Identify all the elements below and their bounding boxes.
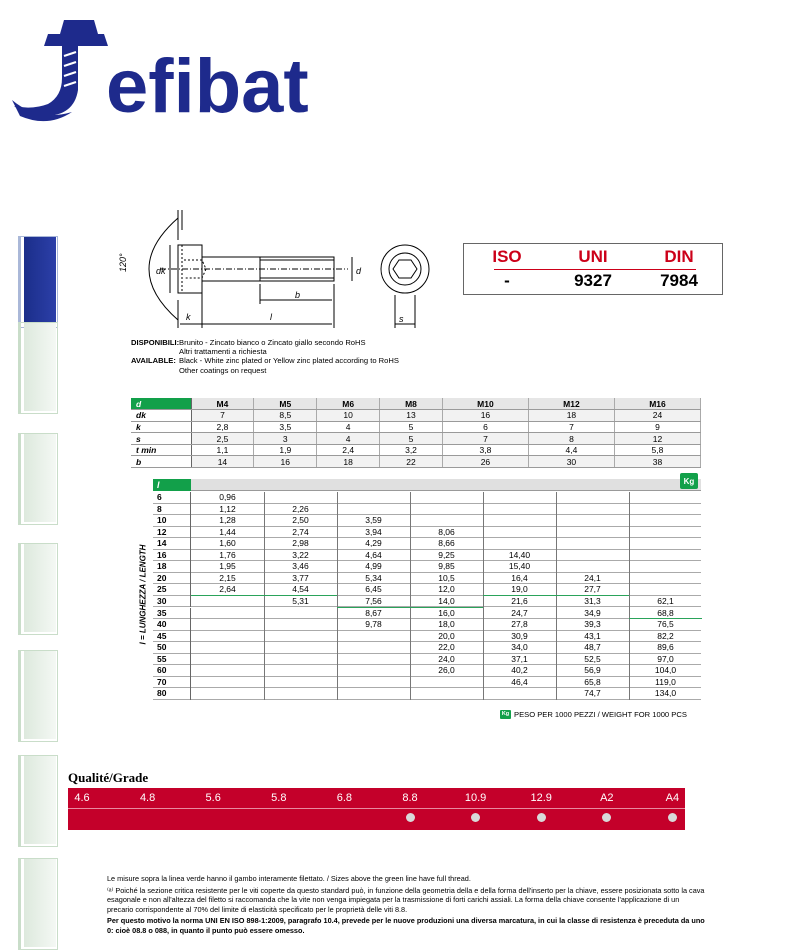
weight-value: 56,9 (584, 665, 601, 676)
dimension-value: 4 (317, 421, 380, 433)
weight-row (153, 688, 701, 700)
weight-value: 82,2 (657, 630, 674, 641)
availability-text (131, 338, 399, 375)
length-label: 6 (153, 492, 191, 504)
weight-value: 1,44 (219, 526, 236, 537)
b-label: b (295, 290, 301, 300)
dimension-value: 3,8 (442, 444, 528, 456)
weight-value: 46,4 (511, 676, 528, 687)
weight-value: 12,0 (438, 584, 455, 595)
weight-value: 20,0 (438, 630, 455, 641)
grade-available-dot (406, 813, 415, 822)
weight-value: 5,31 (292, 595, 309, 606)
weight-value: 21,6 (511, 595, 528, 606)
full-thread-line (264, 595, 337, 596)
weight-value: 39,3 (584, 619, 601, 630)
kg-small-icon: Kg (501, 711, 510, 717)
weight-row (153, 642, 701, 654)
dimension-value: 2,4 (317, 444, 380, 456)
length-label: 35 (153, 608, 191, 620)
weight-value: 24,0 (438, 653, 455, 664)
weight-value: 65,8 (584, 676, 601, 687)
weight-value: 4,99 (365, 561, 382, 572)
dimension-value: 14 (191, 456, 254, 468)
length-label: 45 (153, 631, 191, 643)
dimension-value: 4,4 (528, 444, 614, 456)
dimension-label: b (131, 456, 191, 468)
length-label: 20 (153, 573, 191, 585)
grade-list (68, 792, 685, 806)
weight-value: 9,85 (438, 561, 455, 572)
weight-value: 4,64 (365, 549, 382, 560)
column-divider (483, 492, 484, 700)
dimension-value: 5 (380, 421, 443, 433)
weight-row (153, 631, 701, 643)
dimension-value: 3,5 (254, 421, 317, 433)
dimension-label: dk (131, 410, 191, 422)
note-critical-section: ⁽ᵃ⁾ Poiché la sezione critica resistente per le viti coperte da questo standard può, in funzione della geometria della e della forma dell'inserto per la chiave, essere posizionata sotto la cava esagonale e non all'altezza del filetto si raccomanda che la vite non venga impiegata per la trasmissione di forti carichi assiali. La forma della chiave consente l'applicazione di un precario corrispondente al 70% del limite di elasticità specificato per le proprietà delle viti 8.8. (107, 885, 705, 914)
weight-value: 2,64 (219, 584, 236, 595)
size-header: M16 (614, 398, 700, 410)
grade-item: A4 (665, 792, 680, 804)
sidebar-tab-6[interactable] (18, 755, 58, 847)
weight-value: 74,7 (584, 688, 601, 699)
weight-value: 24,7 (511, 607, 528, 618)
weight-value: 2,26 (292, 503, 309, 514)
weight-value: 76,5 (657, 619, 674, 630)
screw-technical-drawing (120, 200, 440, 340)
length-label: 12 (153, 527, 191, 539)
weight-value: 34,9 (584, 607, 601, 618)
weight-value: 19,0 (511, 584, 528, 595)
l-header: l (153, 479, 191, 491)
size-header: M12 (528, 398, 614, 410)
dimension-row (131, 433, 701, 445)
length-label: 50 (153, 642, 191, 654)
full-thread-line (337, 607, 410, 608)
length-label: 40 (153, 619, 191, 631)
dimension-value: 7 (191, 410, 254, 422)
note-thread: Le misure sopra la linea verde hanno il gambo interamente filettato. / Sizes above the green line have full thread. (107, 874, 471, 883)
grade-item: 4.6 (74, 792, 90, 804)
angle-label: 120° (118, 253, 128, 272)
weight-note (500, 710, 687, 719)
weight-value: 4,29 (365, 538, 382, 549)
weight-value: 24,1 (584, 572, 601, 583)
dimension-value: 2,5 (191, 433, 254, 445)
size-header: M10 (442, 398, 528, 410)
weight-value: 9,78 (365, 619, 382, 630)
sidebar-tab-4[interactable] (18, 543, 58, 635)
weight-value: 18,0 (438, 619, 455, 630)
avail-it-text: Brunito - Zincato bianco o Zincato giallo secondo RoHS (179, 338, 366, 347)
avail-en-text2: Other coatings on request (179, 365, 267, 375)
weight-value: 9,25 (438, 549, 455, 560)
weight-row (153, 515, 701, 527)
std-iso-header: ISO (492, 247, 522, 266)
dimension-row (131, 421, 701, 433)
weight-value: 52,5 (584, 653, 601, 664)
length-label: 70 (153, 677, 191, 689)
weight-value: 37,1 (511, 653, 528, 664)
dimension-value: 3,2 (380, 444, 443, 456)
weight-value: 89,6 (657, 642, 674, 653)
weight-value: 15,40 (508, 561, 531, 572)
dimension-value: 7 (442, 433, 528, 445)
dimension-value: 5,8 (614, 444, 700, 456)
grade-item: 4.8 (139, 792, 156, 804)
avail-it-label: DISPONIBILI: (131, 338, 180, 347)
length-label: 55 (153, 654, 191, 666)
avail-en-text: Black - White zinc plated or Yellow zinc plated according to RoHS (179, 356, 399, 366)
weight-note-text: PESO PER 1000 PEZZI / WEIGHT FOR 1000 PCS (514, 710, 687, 719)
weight-value: 34,0 (511, 642, 528, 653)
weight-value: 4,54 (292, 584, 309, 595)
weight-value: 8,66 (438, 538, 455, 549)
weight-value: 97,0 (657, 653, 674, 664)
weight-value: 1,95 (219, 561, 236, 572)
weight-value: 16,0 (438, 607, 455, 618)
grade-item: 5.6 (205, 792, 221, 804)
d-label: d (356, 266, 362, 276)
weight-value: 2,98 (292, 538, 309, 549)
weight-row (153, 619, 701, 631)
length-label: 80 (153, 688, 191, 700)
s-label: s (399, 314, 404, 324)
weight-value: 1,76 (219, 549, 236, 560)
brand-name: efibat (106, 44, 309, 129)
column-divider (556, 492, 557, 700)
dimension-value: 2,8 (191, 421, 254, 433)
std-din-header: DIN (664, 247, 694, 266)
length-label: 30 (153, 596, 191, 608)
dimension-value: 9 (614, 421, 700, 433)
size-header: M6 (317, 398, 380, 410)
d-header: d (131, 398, 191, 410)
dimension-value: 8,5 (254, 410, 317, 422)
weight-value: 62,1 (657, 595, 674, 606)
weight-value: 30,9 (511, 630, 528, 641)
std-uni-value: 9327 (574, 271, 612, 290)
weight-value: 3,94 (365, 526, 382, 537)
weight-value: 16,4 (511, 572, 528, 583)
weight-value: 3,22 (292, 549, 309, 560)
dimension-value: 6 (442, 421, 528, 433)
size-header: M8 (380, 398, 443, 410)
dimension-value: 26 (442, 456, 528, 468)
dimension-value: 16 (442, 410, 528, 422)
grade-item: 8.8 (402, 792, 418, 804)
dimension-value: 1,1 (191, 444, 254, 456)
length-label: 14 (153, 538, 191, 550)
weight-value: 2,15 (219, 572, 236, 583)
dimension-value: 1,9 (254, 444, 317, 456)
dimension-value: 10 (317, 410, 380, 422)
weight-row (153, 654, 701, 666)
weight-value: 7,56 (365, 595, 382, 606)
weight-value: 6,45 (365, 584, 382, 595)
std-uni-header: UNI (578, 247, 608, 266)
weight-row (153, 665, 701, 677)
weight-value: 104,0 (654, 665, 677, 676)
column-divider (629, 492, 630, 700)
weight-value: 68,8 (657, 607, 674, 618)
std-iso-value: - (504, 271, 510, 290)
efibat-logo (8, 12, 338, 127)
sidebar-tab-5[interactable] (18, 650, 58, 742)
dimension-label: s (131, 433, 191, 445)
grade-item: 10.9 (464, 792, 487, 804)
weight-value: 3,77 (292, 572, 309, 583)
std-din-value: 7984 (660, 271, 698, 290)
standards-box (463, 243, 723, 295)
grade-item: A2 (600, 792, 614, 804)
weight-row (153, 492, 701, 504)
footer-notes (107, 874, 707, 938)
weight-value: 1,12 (219, 503, 236, 514)
weight-value: 48,7 (584, 642, 601, 653)
sidebar-tab-3[interactable] (18, 433, 58, 525)
grade-item: 5.8 (271, 792, 287, 804)
dimension-value: 12 (614, 433, 700, 445)
weight-value: 27,8 (511, 619, 528, 630)
weight-value: 3,46 (292, 561, 309, 572)
dimension-label: t min (131, 444, 191, 456)
full-thread-line (410, 607, 483, 608)
dimension-row (131, 410, 701, 422)
l-label: l (270, 312, 272, 322)
grade-item: 12.9 (530, 792, 552, 804)
weight-row (153, 538, 701, 550)
dimension-value: 16 (254, 456, 317, 468)
sidebar-tab-7[interactable] (18, 858, 58, 950)
length-label: 25 (153, 584, 191, 596)
weight-value: 10,5 (438, 572, 455, 583)
dimension-value: 4 (317, 433, 380, 445)
dimension-row (131, 456, 701, 468)
full-thread-line (556, 595, 629, 596)
weight-value: 31,3 (584, 595, 601, 606)
weight-value: 3,59 (365, 515, 382, 526)
grade-item: 6.8 (336, 792, 353, 804)
length-label: 18 (153, 561, 191, 573)
weight-value: 8,67 (365, 607, 382, 618)
dimension-value: 38 (614, 456, 700, 468)
column-divider (264, 492, 265, 700)
weight-value: 43,1 (584, 630, 601, 641)
dimension-value: 13 (380, 410, 443, 422)
weight-value: 40,2 (511, 665, 528, 676)
weight-row (153, 527, 701, 539)
column-divider (410, 492, 411, 700)
size-header: M4 (191, 398, 254, 410)
k-label: k (186, 312, 191, 322)
avail-en-label: AVAILABLE: (131, 356, 176, 366)
weight-value: 8,06 (438, 526, 455, 537)
weight-value: 27,7 (584, 584, 601, 595)
weight-value: 1,28 (219, 515, 236, 526)
dimension-value: 8 (528, 433, 614, 445)
dimension-row (131, 444, 701, 456)
grade-available-dot (537, 813, 546, 822)
full-thread-line (191, 595, 264, 596)
grade-title: Qualité/Grade (68, 770, 149, 785)
length-label: 60 (153, 665, 191, 677)
sidebar-tab-1[interactable] (18, 236, 58, 328)
length-label: 8 (153, 504, 191, 516)
grade-available-dot (668, 813, 677, 822)
weight-value: 5,34 (365, 572, 382, 583)
dimension-value: 7 (528, 421, 614, 433)
kg-icon: Kg (680, 473, 698, 489)
sidebar-tab-2[interactable] (18, 322, 58, 414)
dk-label: dk (156, 266, 166, 276)
weight-value: 22,0 (438, 642, 455, 653)
weight-value: 2,50 (292, 515, 309, 526)
length-axis-label: l = LUNGHEZZA / LENGTH (138, 544, 148, 645)
weight-row (153, 504, 701, 516)
length-label: 16 (153, 550, 191, 562)
dimension-value: 30 (528, 456, 614, 468)
weight-row (153, 677, 701, 689)
dimension-value: 5 (380, 433, 443, 445)
note-marking: Per questo motivo la norma UNI EN ISO 898-1:2009, paragrafo 10.4, prevede per le nuove produzioni una diversa marcatura, in cui la classe di resistenza è preceduta da uno 0: cioè 08.8 o 088, in quanto il punto può essere omesso. (107, 916, 705, 935)
size-header: M5 (254, 398, 317, 410)
full-thread-line (483, 595, 556, 596)
dimension-value: 18 (317, 456, 380, 468)
dimension-value: 18 (528, 410, 614, 422)
weight-value: 134,0 (654, 688, 677, 699)
dimension-label: k (131, 421, 191, 433)
weight-row (153, 573, 701, 585)
dimension-value: 24 (614, 410, 700, 422)
weight-value: 26,0 (438, 665, 455, 676)
dimension-value: 3 (254, 433, 317, 445)
length-label: 10 (153, 515, 191, 527)
weight-value: 14,40 (508, 549, 531, 560)
weight-value: 119,0 (655, 676, 676, 687)
weight-row (153, 550, 701, 562)
weight-value: 0,96 (219, 492, 236, 502)
weight-value: 1,60 (219, 538, 236, 549)
column-divider (337, 492, 338, 700)
dimension-value: 22 (380, 456, 443, 468)
avail-it-text2: Altri trattamenti a richiesta (179, 347, 267, 357)
weight-row (153, 608, 701, 620)
full-thread-line (629, 618, 702, 619)
dimensions-table (131, 398, 701, 468)
weight-value: 2,74 (292, 526, 309, 537)
weight-value: 14,0 (438, 595, 455, 606)
weight-row (153, 561, 701, 573)
